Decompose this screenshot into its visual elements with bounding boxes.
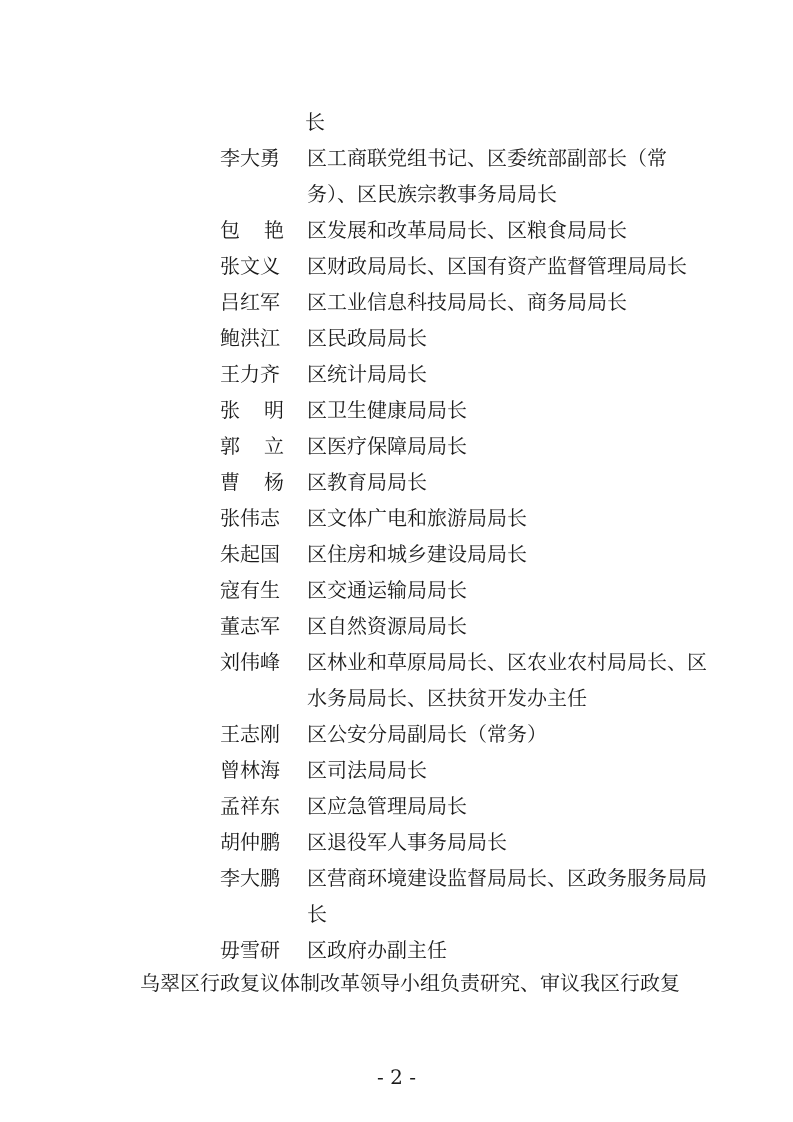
member-name: 孟祥东 [220, 794, 280, 818]
list-item [0, 752, 793, 788]
list-item [0, 356, 793, 392]
list-item [0, 212, 793, 248]
member-title: 区教育局局长 [307, 470, 427, 494]
member-title: 区住房和城乡建设局局长 [307, 542, 527, 566]
member-name: 李大鹏 [220, 866, 280, 890]
list-item [0, 464, 793, 500]
list-item [0, 140, 793, 212]
list-item [0, 428, 793, 464]
member-list [0, 140, 793, 968]
list-item [0, 536, 793, 572]
member-title: 区统计局局长 [307, 362, 427, 386]
member-name: 鲍洪江 [220, 326, 280, 350]
member-title: 区应急管理局局长 [307, 794, 467, 818]
page-number: - 2 - [377, 1065, 416, 1089]
list-item [0, 824, 793, 860]
member-title: 区医疗保障局局长 [307, 434, 467, 458]
member-name: 郭立 [220, 434, 308, 458]
member-title: 区文体广电和旅游局局长 [307, 506, 527, 530]
list-item [0, 392, 793, 428]
member-name: 董志军 [220, 614, 280, 638]
member-name: 曹杨 [220, 470, 308, 494]
member-title: 区司法局局长 [307, 758, 427, 782]
list-item [0, 572, 793, 608]
member-title: 区财政局局长、区国有资产监督管理局局长 [307, 254, 687, 278]
list-item [0, 500, 793, 536]
list-item [0, 248, 793, 284]
member-name: 曾林海 [220, 758, 280, 782]
member-title: 区自然资源局局长 [307, 614, 467, 638]
member-name: 寇有生 [220, 578, 280, 602]
member-title: 区工业信息科技局局长、商务局局长 [307, 290, 627, 314]
member-name: 李大勇 [220, 146, 280, 170]
list-item [0, 860, 793, 932]
member-name: 包艳 [220, 218, 308, 242]
member-title: 区公安分局副局长（常务） [307, 722, 547, 746]
member-title: 区发展和改革局局长、区粮食局局长 [307, 218, 627, 242]
member-name: 胡仲鹏 [220, 830, 280, 854]
member-title: 区营商环境建设监督局局长、区政务服务局局长 [307, 866, 707, 926]
member-name: 张伟志 [220, 506, 280, 530]
member-name: 王力齐 [220, 362, 280, 386]
member-title: 区林业和草原局局长、区农业农村局局长、区水务局局长、区扶贫开发办主任 [307, 650, 707, 710]
member-title: 区退役军人事务局局长 [307, 830, 507, 854]
list-item [0, 284, 793, 320]
member-title: 区卫生健康局局长 [307, 398, 467, 422]
member-name: 朱起国 [220, 542, 280, 566]
list-item [0, 788, 793, 824]
member-title: 区交通运输局局长 [307, 578, 467, 602]
member-title: 区政府办副主任 [307, 938, 447, 962]
member-name: 王志刚 [220, 722, 280, 746]
list-item [0, 608, 793, 644]
member-name: 张明 [220, 398, 308, 422]
continuation-text: 长 [305, 110, 325, 134]
member-name: 张文义 [220, 254, 280, 278]
member-name: 刘伟峰 [220, 650, 280, 674]
list-item [0, 644, 793, 716]
member-title: 区民政局局长 [307, 326, 427, 350]
member-name: 毋雪研 [220, 938, 280, 962]
body-paragraph: 乌翠区行政复议体制改革领导小组负责研究、审议我区行政复 [140, 971, 680, 995]
list-item [0, 932, 793, 968]
list-item [0, 716, 793, 752]
list-item [0, 320, 793, 356]
member-title: 区工商联党组书记、区委统部副部长（常务）、区民族宗教事务局局长 [307, 146, 667, 206]
member-name: 吕红军 [220, 290, 280, 314]
